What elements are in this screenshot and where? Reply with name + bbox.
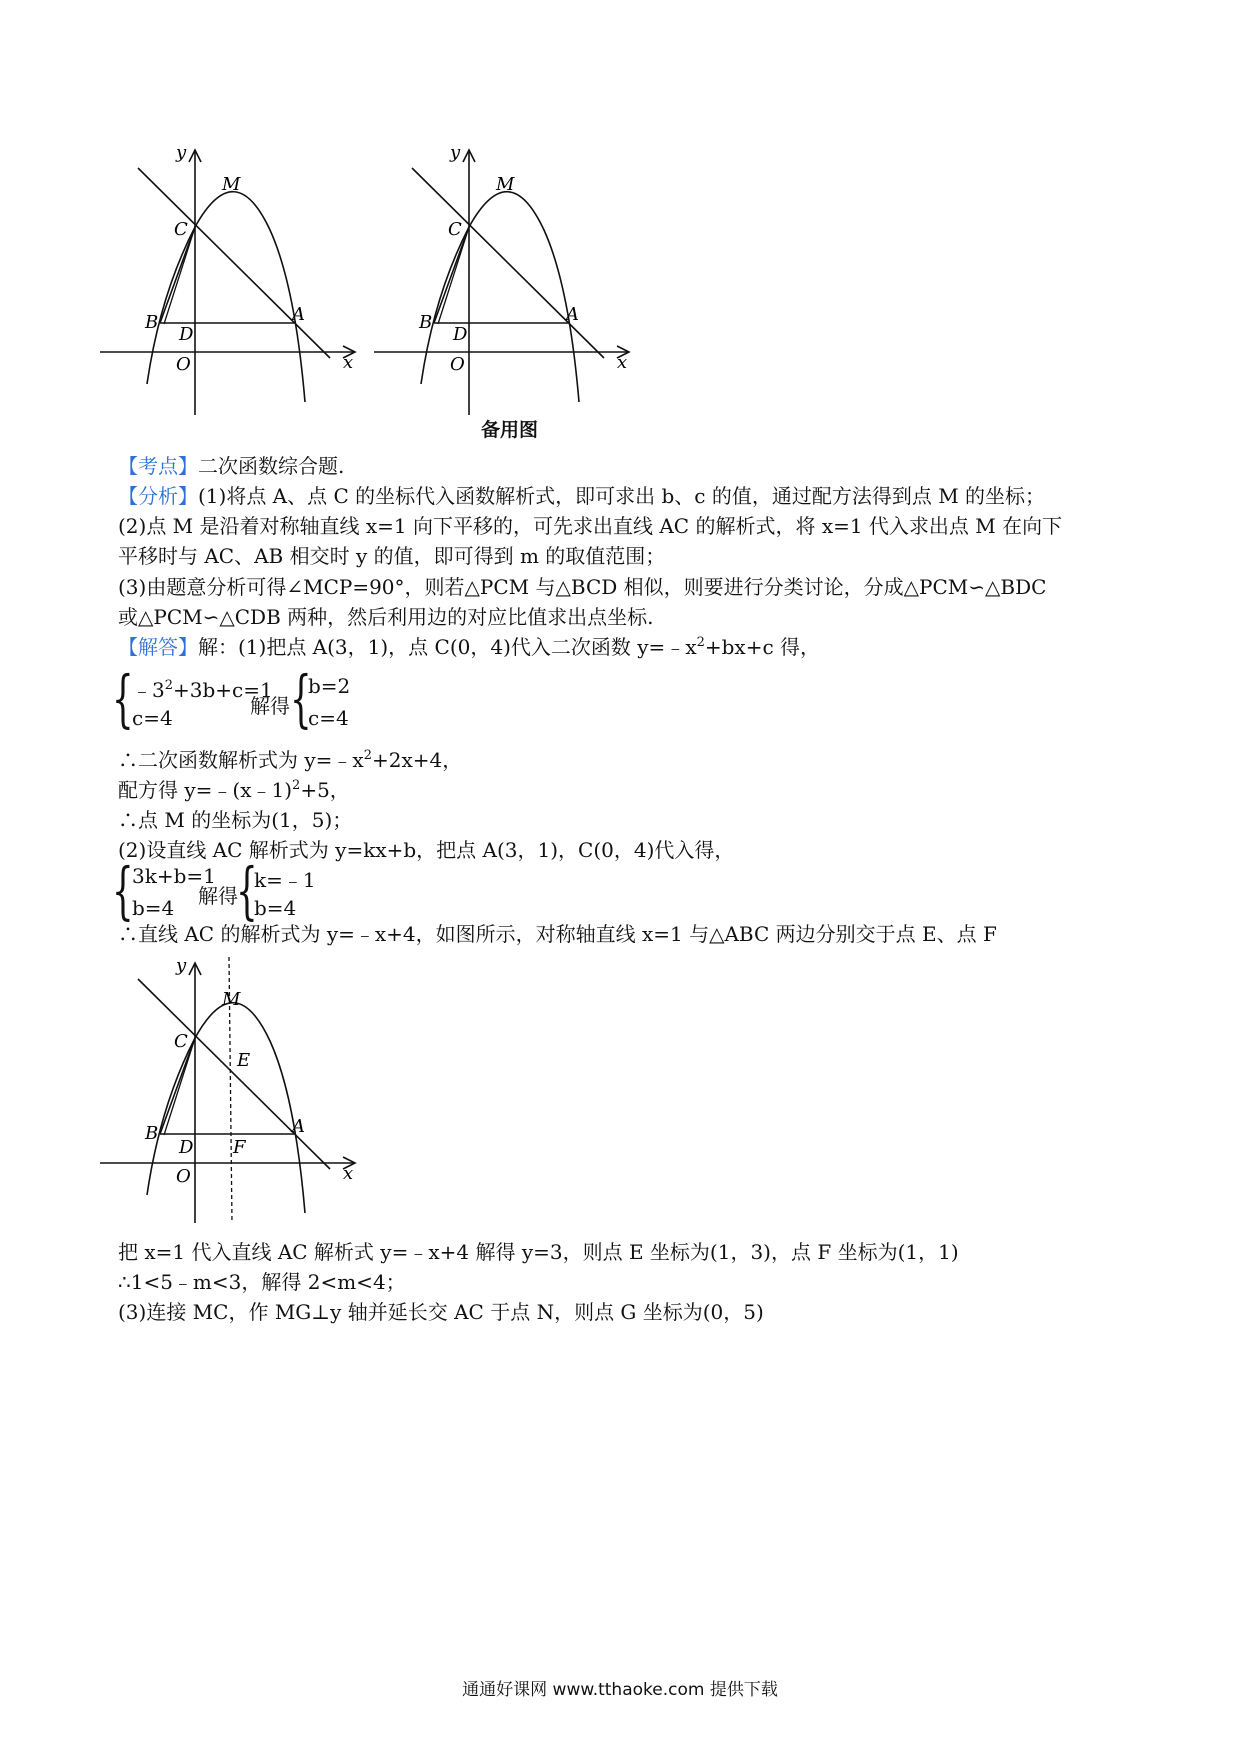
expr-pre: ∴二次函数解析式为 y=﹣x [118,748,364,772]
sys2-row1: 3k+b=1 [132,864,216,888]
equation-system-2: { 3k+b=1 b=4 解得 { k=﹣1 b=4 [112,854,316,927]
complete-pre: 配方得 y=﹣(x﹣1) [118,778,293,802]
jieda-1-sup: 2 [696,635,705,650]
footer: 通通好课网 www.tthaoke.com 提供下载 [462,1680,778,1700]
AC-line: ∴直线 AC 的解析式为 y=﹣x+4，如图所示，对称轴直线 x=1 与△ABC 两边分别交于点 E、点 F [118,922,997,946]
label-O: O [450,354,465,375]
kaodian-tag: 【考点】 [118,454,198,478]
label-y: y [450,142,461,163]
figure-backup [374,140,644,430]
figure-main [100,140,370,430]
sys1-res1: b=2 [308,674,351,698]
substitute-line: 把 x=1 代入直线 AC 解析式 y=﹣x+4 解得 y=3，则点 E 坐标为(1，3)，点 F 坐标为(1，1) [118,1240,959,1264]
kaodian-text: 二次函数综合题. [198,454,345,478]
label-x: x [343,352,354,373]
label-x: x [343,1163,354,1184]
point-M-line: ∴点 M 的坐标为(1，5)； [118,808,353,832]
label-E: E [237,1050,251,1071]
label-A: A [292,304,305,325]
label-A: A [566,304,579,325]
figure-symmetry-axis [100,955,370,1230]
sys1-res2: c=4 [308,706,349,730]
label-A: A [292,1116,305,1137]
complete-line [118,776,350,804]
complete-sup: 2 [292,778,301,793]
jieda-1-post: +bx+c 得， [704,635,821,659]
sys1-row1-post: +3b+c=1 [173,678,273,702]
sys2-res1: k=﹣1 [254,868,316,892]
label-y: y [176,955,187,976]
label-B: B [145,312,159,333]
expr-post: +2x+4， [371,748,463,772]
label-C: C [174,219,188,240]
label-M: M [222,174,241,195]
jieda-tag: 【解答】 [118,635,198,659]
fenxi-3b: 或△PCM∽△CDB 两种，然后利用边的对应比值求出点坐标. [118,605,654,629]
label-B: B [145,1123,159,1144]
sys2-row2: b=4 [132,896,175,920]
label-D: D [179,324,194,345]
label-x: x [617,352,628,373]
sys1-row2: c=4 [132,706,173,730]
fenxi-tag: 【分析】 [118,484,198,508]
kaodian-line [118,452,344,480]
fenxi-1: (1)将点 A、点 C 的坐标代入函数解析式，即可求出 b、c 的值，通过配方法得到点 M 的坐标； [198,484,1046,508]
sys1-row1-sup: 2 [164,678,174,693]
jieda-line-1 [118,633,820,661]
expr-sup: 2 [363,748,372,763]
part3-line: (3)连接 MC，作 MG⊥y 轴并延长交 AC 于点 N，则点 G 坐标为(0，5) [118,1300,764,1324]
label-O: O [176,354,191,375]
part2-line: (2)设直线 AC 解析式为 y=kx+b，把点 A(3，1)，C(0，4)代入得， [118,838,735,862]
sys1-solve: 解得 [250,694,290,718]
label-F: F [233,1137,246,1158]
label-B: B [419,312,433,333]
inequality-line: ∴1<5﹣m<3，解得 2<m<4； [118,1270,406,1294]
label-M: M [222,989,241,1010]
label-M: M [496,174,515,195]
backup-caption: 备用图 [481,419,539,441]
fenxi-3a: (3)由题意分析可得∠MCP=90°，则若△PCM 与△BCD 相似，则要进行分类讨论，分成△PCM∽△BDC [118,575,1047,599]
expr-line [118,746,462,774]
complete-post: +5， [300,778,350,802]
label-D: D [453,324,468,345]
sys1-row1-pre: ﹣3 [132,678,165,702]
sys2-res2: b=4 [254,896,297,920]
label-C: C [448,219,462,240]
label-O: O [176,1166,191,1187]
sys2-solve: 解得 [198,884,238,908]
label-D: D [179,1137,194,1158]
fenxi-2b: 平移时与 AC、AB 相交时 y 的值，即可得到 m 的取值范围； [118,544,666,568]
fenxi-line-1 [118,482,1045,510]
jieda-1-pre: 解：(1)把点 A(3，1)，点 C(0，4)代入二次函数 y=﹣x [198,635,697,659]
label-y: y [176,142,187,163]
equation-system-1: { $﹣3^2+3b+c=1$ c=4 解得 { b=2 c=4 [112,662,351,735]
fenxi-2a: (2)点 M 是沿着对称轴直线 x=1 向下平移的，可先求出直线 AC 的解析式，将 x=1 代入求出点 M 在向下 [118,514,1063,538]
label-C: C [174,1031,188,1052]
